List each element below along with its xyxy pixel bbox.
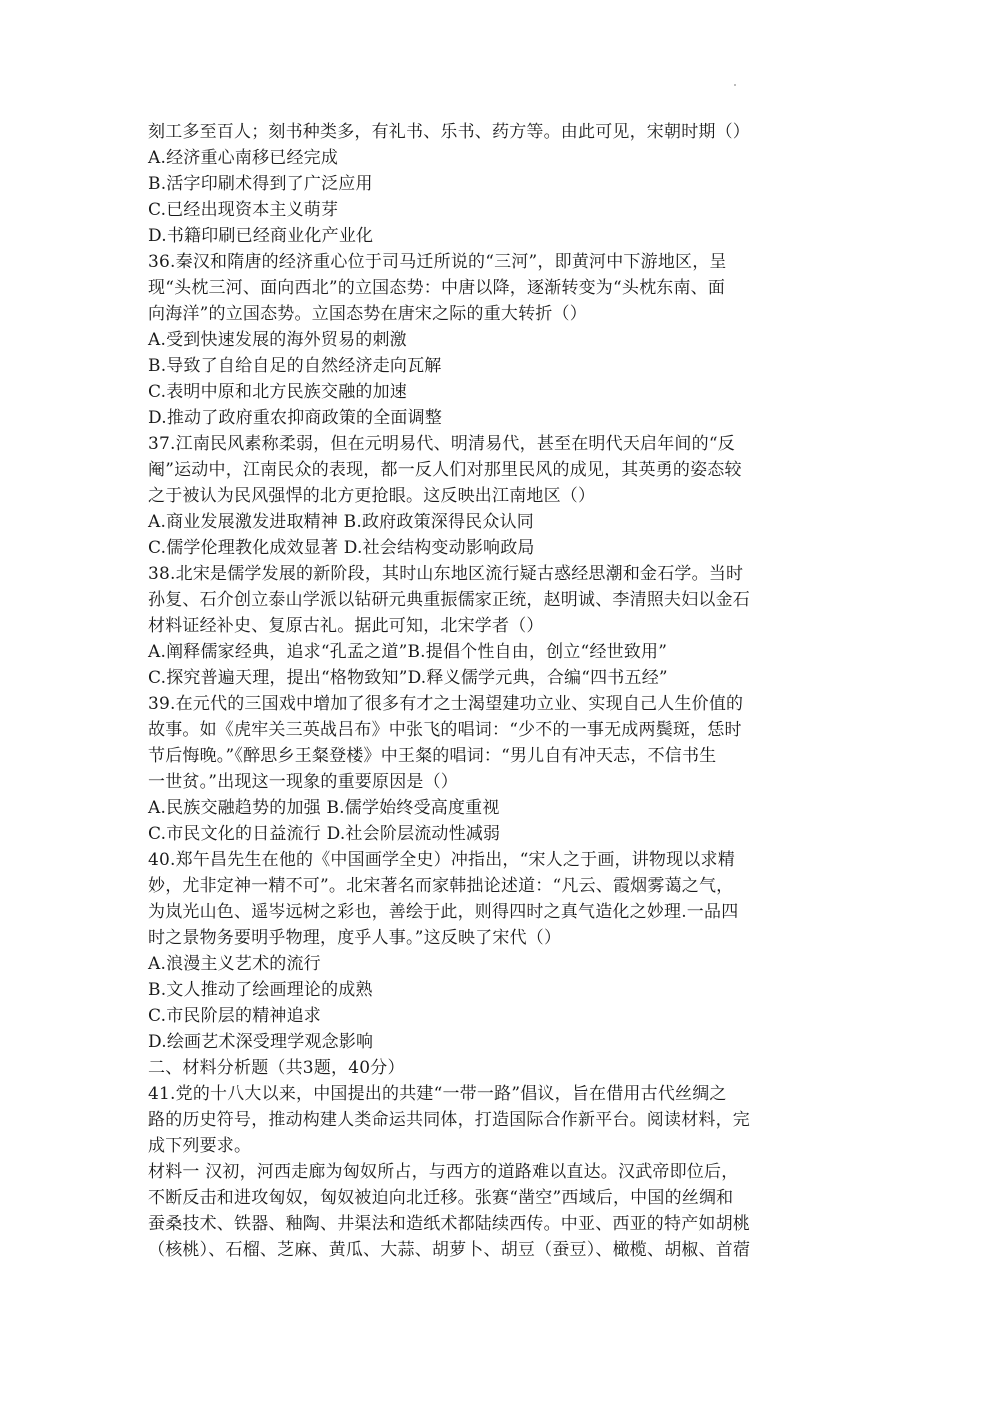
text-line: 材料一 汉初，河西走廊为匈奴所占，与西方的道路难以直达。汉武帝即位后， <box>148 1162 739 1182</box>
text-line: 成下列要求。 <box>148 1136 252 1156</box>
text-line: 现“头枕三河、面向西北”的立国态势：中唐以降，逐渐转变为“头枕东南、面 <box>148 278 726 298</box>
text-line: 不断反击和进攻匈奴，匈奴被迫向北迁移。张赛“凿空”西域后，中国的丝绸和 <box>148 1188 734 1208</box>
text-line: 妙，尤非定神一精不可”。北宋著名而家韩拙论述道：“凡云、霞烟雾蔼之气， <box>148 876 734 896</box>
text-line: 孙复、石介创立泰山学派以钻研元典重振儒家正统，赵明诚、李清照夫妇以金石 <box>148 590 750 610</box>
text-line: 时之景物务要明乎物理，度乎人事。”这反映了宋代（） <box>148 928 562 948</box>
text-line: A.经济重心南移已经完成 <box>148 148 339 168</box>
text-line: A.浪漫主义艺术的流行 <box>148 954 321 974</box>
text-line: 路的历史符号，推动构建人类命运共同体，打造国际合作新平台。阅读材料，完 <box>148 1110 750 1130</box>
text-line: 一世贫。”出现这一现象的重要原因是（） <box>148 772 458 792</box>
text-line: C.市民阶层的精神追求 <box>148 1006 322 1026</box>
text-line: 阉”运动中，江南民众的表现，都一反人们对那里民风的成见，其英勇的姿态较 <box>148 460 742 480</box>
text-line: 为岚光山色、遥岑远树之彩也，善绘于此，则得四时之真气造化之妙理.一品四 <box>148 902 739 922</box>
text-line: C.儒学伦理教化成效显著 D.社会结构变动影响政局 <box>148 538 535 558</box>
text-line: B.活字印刷术得到了广泛应用 <box>148 174 373 194</box>
text-line: 故事。如《虎牢关三英战吕布》中张飞的唱词：“少不的一事无成两鬓斑，恁时 <box>148 720 742 740</box>
text-line: 36.秦汉和隋唐的经济重心位于司马迁所说的“三河”，即黄河中下游地区，呈 <box>148 252 727 272</box>
text-line: A.受到快速发展的海外贸易的刺激 <box>148 330 407 350</box>
text-line: 37.江南民风素称柔弱，但在元明易代、明清易代，甚至在明代天启年间的“反 <box>148 434 735 454</box>
text-line: C.探究普遍天理，提出“格物致知”D.释义儒学元典，合编“四书五经” <box>148 668 668 688</box>
text-line: 41.党的十八大以来，中国提出的共建“一带一路”倡议，旨在借用古代丝绸之 <box>148 1084 727 1104</box>
text-line: 二、材料分析题（共3题，40分） <box>148 1058 405 1078</box>
document-body <box>148 119 848 1263</box>
text-line: 材料证经补史、复原古礼。据此可知，北宋学者（） <box>148 616 544 636</box>
text-line: 向海洋”的立国态势。立国态势在唐宋之际的重大转折（） <box>148 304 587 324</box>
scan-mark <box>734 84 736 86</box>
text-line: 刻工多至百人；刻书种类多，有礼书、乐书、药方等。由此可见，宋朝时期（） <box>148 122 750 142</box>
text-line: 39.在元代的三国戏中增加了很多有才之士渴望建功立业、实现自己人生价值的 <box>148 694 744 714</box>
text-line: 节后悔晚。”《醉思乡王粲登楼》中王粲的唱词：“男儿自有冲天志，不信书生 <box>148 746 717 766</box>
text-line: （核桃）、石榴、芝麻、黄瓜、大蒜、胡萝卜、胡豆（蚕豆）、橄榄、胡椒、首蓿 <box>148 1240 751 1260</box>
text-line: B.文人推动了绘画理论的成熟 <box>148 980 373 1000</box>
text-line: A.阐释儒家经典，追求“孔孟之道”B.提倡个性自由，创立“经世致用” <box>148 642 668 662</box>
text-line: 蚕桑技术、铁器、釉陶、井渠法和造纸术都陆续西传。中亚、西亚的特产如胡桃 <box>148 1214 750 1234</box>
text-line: B.导致了自给自足的自然经济走向瓦解 <box>148 356 442 376</box>
text-line: C.市民文化的日益流行 D.社会阶层流动性减弱 <box>148 824 501 844</box>
text-line: A.民族交融趋势的加强 B.儒学始终受高度重视 <box>148 798 500 818</box>
text-line: A.商业发展激发进取精神 B.政府政策深得民众认同 <box>148 512 534 532</box>
text-line: D.绘画艺术深受理学观念影响 <box>148 1032 374 1052</box>
text-line: D.书籍印刷已经商业化产业化 <box>148 226 374 246</box>
text-line: 38.北宋是儒学发展的新阶段，其时山东地区流行疑古惑经思潮和金石学。当时 <box>148 564 744 584</box>
text-line: 之于被认为民风强悍的北方更抢眼。这反映出江南地区（） <box>148 486 596 506</box>
text-line: C.已经出现资本主义萌芽 <box>148 200 339 220</box>
text-line: D.推动了政府重农抑商政策的全面调整 <box>148 408 443 428</box>
text-line: C.表明中原和北方民族交融的加速 <box>148 382 408 402</box>
text-line: 40.郑午昌先生在他的《中国画学全史）冲指出，“宋人之于画，讲物现以求精 <box>148 850 735 870</box>
